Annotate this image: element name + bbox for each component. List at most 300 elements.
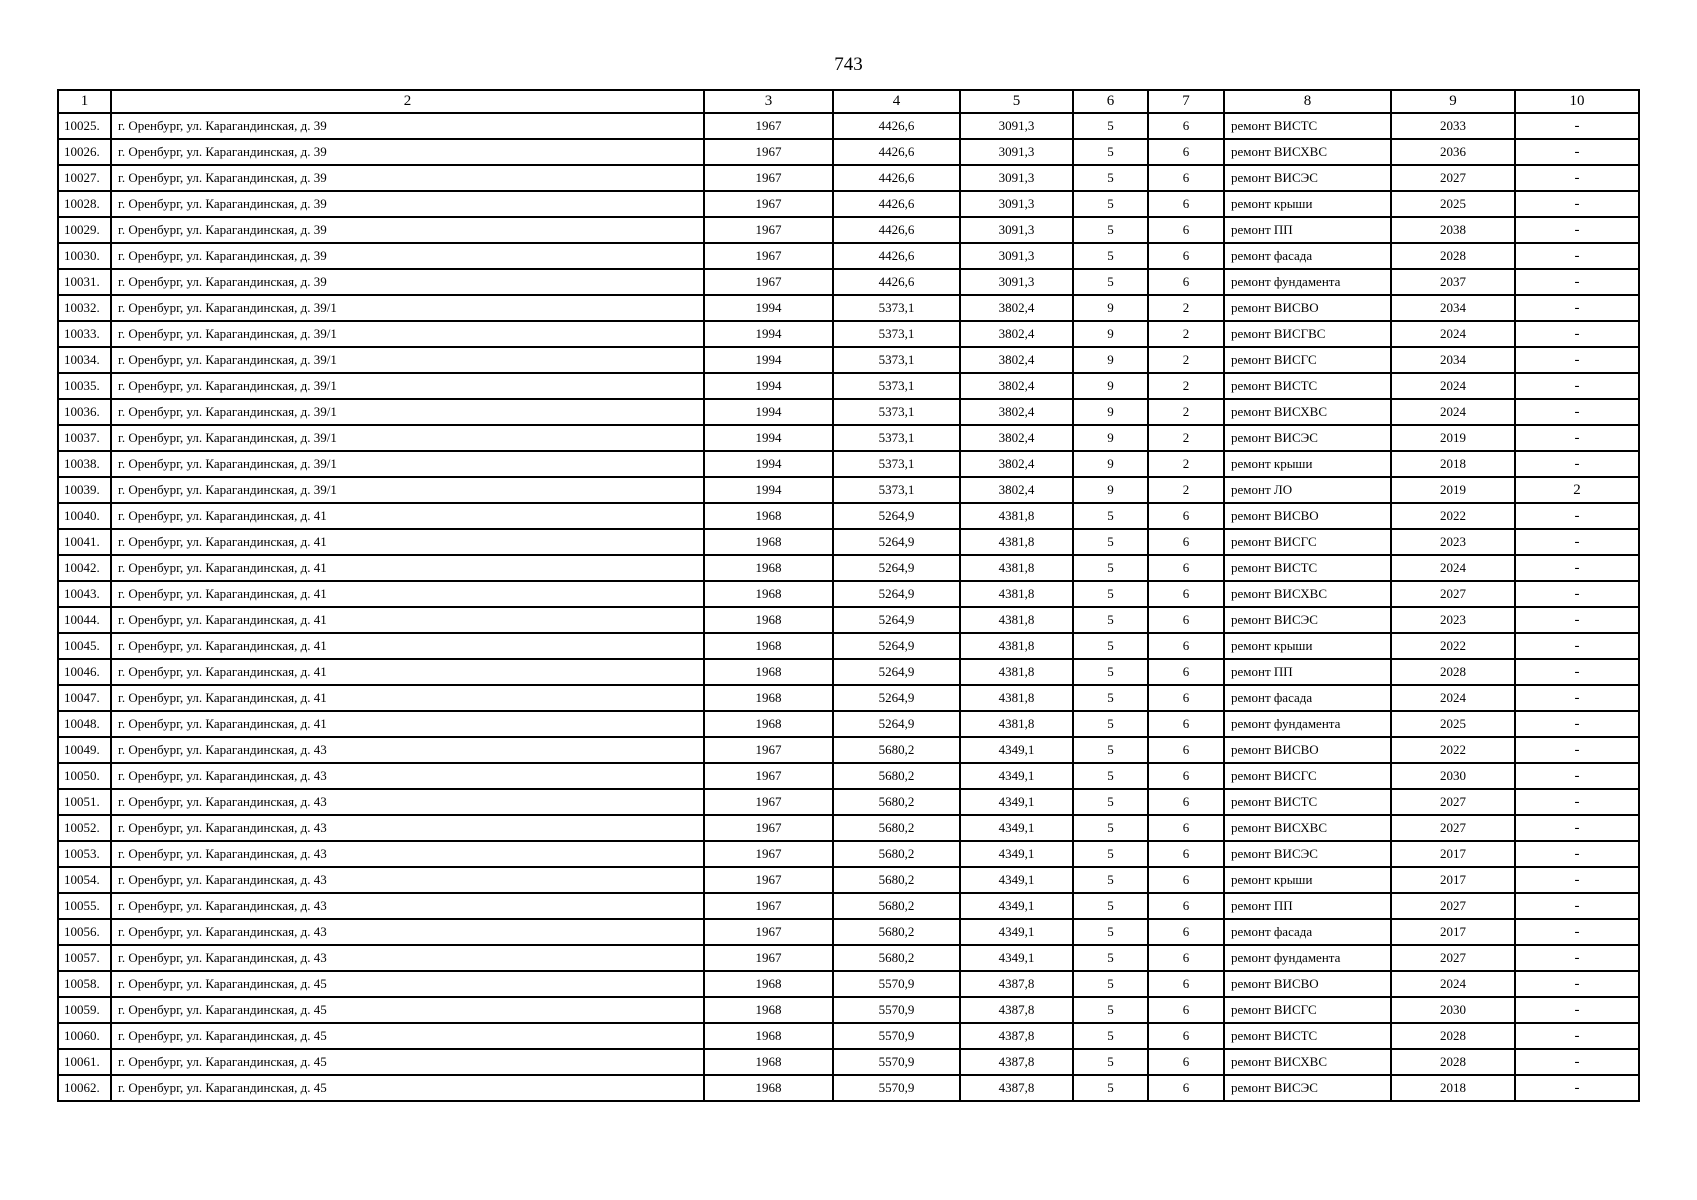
year-cell: 1967 [704,243,833,269]
living-area-cell: 4387,8 [960,1075,1073,1101]
column-header: 1 [58,90,111,113]
column-10-cell: - [1515,685,1639,711]
floors-cell: 5 [1073,113,1148,139]
row-number-cell: 10042. [58,555,111,581]
living-area-cell: 4381,8 [960,555,1073,581]
table-row [58,1049,1639,1075]
table-row [58,269,1639,295]
floors-cell: 9 [1073,321,1148,347]
address-cell: г. Оренбург, ул. Карагандинская, д. 39/1 [111,321,704,347]
total-area-cell: 5264,9 [833,529,960,555]
table-body [58,113,1639,1101]
plan-year-cell: 2024 [1391,399,1515,425]
row-number-cell: 10044. [58,607,111,633]
work-type-cell: ремонт ВИСТС [1224,113,1391,139]
entrances-cell: 6 [1148,659,1224,685]
table-row [58,1023,1639,1049]
column-header: 5 [960,90,1073,113]
total-area-cell: 5373,1 [833,373,960,399]
address-cell: г. Оренбург, ул. Карагандинская, д. 39 [111,217,704,243]
registry-table [57,89,1640,1102]
entrances-cell: 6 [1148,841,1224,867]
work-type-cell: ремонт ВИСЭС [1224,841,1391,867]
entrances-cell: 6 [1148,893,1224,919]
total-area-cell: 4426,6 [833,217,960,243]
floors-cell: 9 [1073,347,1148,373]
work-type-cell: ремонт ВИСТС [1224,555,1391,581]
total-area-cell: 5570,9 [833,1075,960,1101]
living-area-cell: 4381,8 [960,685,1073,711]
plan-year-cell: 2027 [1391,789,1515,815]
table-row [58,737,1639,763]
entrances-cell: 6 [1148,997,1224,1023]
floors-cell: 5 [1073,659,1148,685]
address-cell: г. Оренбург, ул. Карагандинская, д. 45 [111,1075,704,1101]
entrances-cell: 2 [1148,399,1224,425]
column-10-cell: - [1515,555,1639,581]
column-10-cell: - [1515,503,1639,529]
work-type-cell: ремонт фундамента [1224,945,1391,971]
address-cell: г. Оренбург, ул. Карагандинская, д. 41 [111,529,704,555]
row-number-cell: 10048. [58,711,111,737]
entrances-cell: 6 [1148,269,1224,295]
year-cell: 1968 [704,659,833,685]
total-area-cell: 5264,9 [833,607,960,633]
year-cell: 1968 [704,997,833,1023]
entrances-cell: 6 [1148,1075,1224,1101]
floors-cell: 5 [1073,269,1148,295]
entrances-cell: 6 [1148,217,1224,243]
work-type-cell: ремонт фасада [1224,919,1391,945]
address-cell: г. Оренбург, ул. Карагандинская, д. 41 [111,555,704,581]
floors-cell: 5 [1073,191,1148,217]
entrances-cell: 6 [1148,165,1224,191]
column-header: 8 [1224,90,1391,113]
table-row [58,945,1639,971]
entrances-cell: 2 [1148,321,1224,347]
table-row [58,503,1639,529]
plan-year-cell: 2028 [1391,243,1515,269]
plan-year-cell: 2027 [1391,165,1515,191]
row-number-cell: 10046. [58,659,111,685]
floors-cell: 5 [1073,711,1148,737]
row-number-cell: 10056. [58,919,111,945]
row-number-cell: 10026. [58,139,111,165]
floors-cell: 5 [1073,971,1148,997]
floors-cell: 5 [1073,685,1148,711]
year-cell: 1967 [704,867,833,893]
year-cell: 1967 [704,893,833,919]
column-10-cell: 2 [1515,477,1639,503]
plan-year-cell: 2027 [1391,815,1515,841]
column-10-cell: - [1515,607,1639,633]
year-cell: 1968 [704,581,833,607]
year-cell: 1994 [704,425,833,451]
row-number-cell: 10028. [58,191,111,217]
plan-year-cell: 2028 [1391,659,1515,685]
work-type-cell: ремонт фасада [1224,685,1391,711]
address-cell: г. Оренбург, ул. Карагандинская, д. 39/1 [111,347,704,373]
work-type-cell: ремонт ПП [1224,217,1391,243]
total-area-cell: 5373,1 [833,399,960,425]
row-number-cell: 10032. [58,295,111,321]
entrances-cell: 6 [1148,503,1224,529]
work-type-cell: ремонт крыши [1224,451,1391,477]
plan-year-cell: 2027 [1391,893,1515,919]
total-area-cell: 5680,2 [833,945,960,971]
column-10-cell: - [1515,243,1639,269]
living-area-cell: 4381,8 [960,503,1073,529]
row-number-cell: 10030. [58,243,111,269]
year-cell: 1967 [704,841,833,867]
year-cell: 1968 [704,1049,833,1075]
plan-year-cell: 2025 [1391,191,1515,217]
total-area-cell: 5264,9 [833,581,960,607]
living-area-cell: 4349,1 [960,737,1073,763]
row-number-cell: 10033. [58,321,111,347]
table-row [58,295,1639,321]
table-row [58,763,1639,789]
total-area-cell: 5680,2 [833,841,960,867]
plan-year-cell: 2024 [1391,971,1515,997]
row-number-cell: 10061. [58,1049,111,1075]
table-row [58,685,1639,711]
work-type-cell: ремонт ВИСВО [1224,295,1391,321]
row-number-cell: 10058. [58,971,111,997]
total-area-cell: 5680,2 [833,737,960,763]
total-area-cell: 5570,9 [833,1023,960,1049]
plan-year-cell: 2027 [1391,581,1515,607]
living-area-cell: 4349,1 [960,945,1073,971]
row-number-cell: 10062. [58,1075,111,1101]
year-cell: 1968 [704,711,833,737]
table-row [58,919,1639,945]
living-area-cell: 3802,4 [960,321,1073,347]
year-cell: 1968 [704,555,833,581]
entrances-cell: 6 [1148,581,1224,607]
address-cell: г. Оренбург, ул. Карагандинская, д. 41 [111,581,704,607]
table-row [58,373,1639,399]
column-10-cell: - [1515,737,1639,763]
total-area-cell: 5264,9 [833,711,960,737]
living-area-cell: 4349,1 [960,867,1073,893]
page-number: 743 [834,54,863,75]
column-10-cell: - [1515,425,1639,451]
column-10-cell: - [1515,633,1639,659]
living-area-cell: 4387,8 [960,997,1073,1023]
address-cell: г. Оренбург, ул. Карагандинская, д. 39 [111,269,704,295]
row-number-cell: 10025. [58,113,111,139]
year-cell: 1967 [704,269,833,295]
total-area-cell: 4426,6 [833,243,960,269]
row-number-cell: 10041. [58,529,111,555]
living-area-cell: 4387,8 [960,1049,1073,1075]
table-row [58,789,1639,815]
work-type-cell: ремонт фундамента [1224,269,1391,295]
entrances-cell: 6 [1148,607,1224,633]
column-10-cell: - [1515,763,1639,789]
work-type-cell: ремонт ВИСГС [1224,529,1391,555]
address-cell: г. Оренбург, ул. Карагандинская, д. 41 [111,503,704,529]
total-area-cell: 5570,9 [833,997,960,1023]
column-10-cell: - [1515,113,1639,139]
floors-cell: 5 [1073,893,1148,919]
table-row [58,659,1639,685]
living-area-cell: 4349,1 [960,763,1073,789]
total-area-cell: 5264,9 [833,555,960,581]
total-area-cell: 5680,2 [833,919,960,945]
row-number-cell: 10057. [58,945,111,971]
floors-cell: 5 [1073,789,1148,815]
address-cell: г. Оренбург, ул. Карагандинская, д. 39/1 [111,373,704,399]
column-10-cell: - [1515,711,1639,737]
living-area-cell: 3802,4 [960,425,1073,451]
floors-cell: 5 [1073,737,1148,763]
address-cell: г. Оренбург, ул. Карагандинская, д. 39/1 [111,425,704,451]
table-row [58,971,1639,997]
plan-year-cell: 2030 [1391,997,1515,1023]
entrances-cell: 6 [1148,685,1224,711]
total-area-cell: 5373,1 [833,295,960,321]
plan-year-cell: 2025 [1391,711,1515,737]
row-number-cell: 10037. [58,425,111,451]
address-cell: г. Оренбург, ул. Карагандинская, д. 43 [111,789,704,815]
entrances-cell: 6 [1148,711,1224,737]
living-area-cell: 3091,3 [960,191,1073,217]
entrances-cell: 6 [1148,633,1224,659]
floors-cell: 5 [1073,1075,1148,1101]
table-row [58,477,1639,503]
plan-year-cell: 2024 [1391,685,1515,711]
address-cell: г. Оренбург, ул. Карагандинская, д. 39 [111,243,704,269]
entrances-cell: 6 [1148,971,1224,997]
table-row [58,451,1639,477]
column-10-cell: - [1515,1075,1639,1101]
floors-cell: 5 [1073,867,1148,893]
work-type-cell: ремонт ЛО [1224,477,1391,503]
plan-year-cell: 2028 [1391,1049,1515,1075]
work-type-cell: ремонт крыши [1224,867,1391,893]
column-10-cell: - [1515,893,1639,919]
plan-year-cell: 2024 [1391,373,1515,399]
year-cell: 1967 [704,815,833,841]
entrances-cell: 6 [1148,945,1224,971]
address-cell: г. Оренбург, ул. Карагандинская, д. 41 [111,633,704,659]
entrances-cell: 6 [1148,113,1224,139]
address-cell: г. Оренбург, ул. Карагандинская, д. 41 [111,685,704,711]
row-number-cell: 10031. [58,269,111,295]
plan-year-cell: 2022 [1391,633,1515,659]
year-cell: 1968 [704,1075,833,1101]
floors-cell: 5 [1073,217,1148,243]
address-cell: г. Оренбург, ул. Карагандинская, д. 45 [111,1023,704,1049]
plan-year-cell: 2022 [1391,503,1515,529]
floors-cell: 5 [1073,139,1148,165]
column-header: 7 [1148,90,1224,113]
living-area-cell: 4349,1 [960,841,1073,867]
living-area-cell: 4381,8 [960,607,1073,633]
address-cell: г. Оренбург, ул. Карагандинская, д. 39 [111,191,704,217]
column-10-cell: - [1515,399,1639,425]
living-area-cell: 4381,8 [960,711,1073,737]
address-cell: г. Оренбург, ул. Карагандинская, д. 43 [111,945,704,971]
row-number-cell: 10047. [58,685,111,711]
living-area-cell: 3802,4 [960,373,1073,399]
address-cell: г. Оренбург, ул. Карагандинская, д. 39/1 [111,451,704,477]
floors-cell: 5 [1073,919,1148,945]
column-10-cell: - [1515,165,1639,191]
total-area-cell: 5680,2 [833,867,960,893]
total-area-cell: 5373,1 [833,321,960,347]
floors-cell: 9 [1073,451,1148,477]
living-area-cell: 3091,3 [960,139,1073,165]
year-cell: 1967 [704,945,833,971]
work-type-cell: ремонт ВИСЭС [1224,165,1391,191]
entrances-cell: 6 [1148,763,1224,789]
work-type-cell: ремонт ВИСХВС [1224,139,1391,165]
column-header: 6 [1073,90,1148,113]
plan-year-cell: 2036 [1391,139,1515,165]
address-cell: г. Оренбург, ул. Карагандинская, д. 43 [111,893,704,919]
address-cell: г. Оренбург, ул. Карагандинская, д. 39/1 [111,477,704,503]
row-number-cell: 10039. [58,477,111,503]
living-area-cell: 4349,1 [960,815,1073,841]
total-area-cell: 4426,6 [833,269,960,295]
work-type-cell: ремонт ВИСТС [1224,373,1391,399]
work-type-cell: ремонт ВИСВО [1224,737,1391,763]
floors-cell: 5 [1073,1049,1148,1075]
plan-year-cell: 2022 [1391,737,1515,763]
year-cell: 1994 [704,399,833,425]
work-type-cell: ремонт ВИСВО [1224,971,1391,997]
floors-cell: 5 [1073,945,1148,971]
plan-year-cell: 2024 [1391,555,1515,581]
table-row [58,711,1639,737]
table-row [58,841,1639,867]
entrances-cell: 6 [1148,243,1224,269]
row-number-cell: 10027. [58,165,111,191]
year-cell: 1968 [704,971,833,997]
total-area-cell: 5680,2 [833,893,960,919]
column-10-cell: - [1515,815,1639,841]
plan-year-cell: 2017 [1391,919,1515,945]
total-area-cell: 5570,9 [833,971,960,997]
table-row [58,217,1639,243]
table-row [58,607,1639,633]
table-row [58,867,1639,893]
column-header: 3 [704,90,833,113]
plan-year-cell: 2023 [1391,607,1515,633]
row-number-cell: 10052. [58,815,111,841]
address-cell: г. Оренбург, ул. Карагандинская, д. 43 [111,737,704,763]
plan-year-cell: 2034 [1391,347,1515,373]
total-area-cell: 5264,9 [833,503,960,529]
plan-year-cell: 2033 [1391,113,1515,139]
floors-cell: 5 [1073,581,1148,607]
address-cell: г. Оренбург, ул. Карагандинская, д. 41 [111,607,704,633]
column-10-cell: - [1515,295,1639,321]
row-number-cell: 10040. [58,503,111,529]
entrances-cell: 6 [1148,529,1224,555]
floors-cell: 5 [1073,555,1148,581]
plan-year-cell: 2027 [1391,945,1515,971]
table-row [58,165,1639,191]
floors-cell: 5 [1073,607,1148,633]
address-cell: г. Оренбург, ул. Карагандинская, д. 43 [111,763,704,789]
total-area-cell: 4426,6 [833,165,960,191]
plan-year-cell: 2038 [1391,217,1515,243]
work-type-cell: ремонт ВИСГВС [1224,321,1391,347]
address-cell: г. Оренбург, ул. Карагандинская, д. 41 [111,659,704,685]
row-number-cell: 10029. [58,217,111,243]
living-area-cell: 4349,1 [960,789,1073,815]
plan-year-cell: 2017 [1391,841,1515,867]
address-cell: г. Оренбург, ул. Карагандинская, д. 41 [111,711,704,737]
address-cell: г. Оренбург, ул. Карагандинская, д. 43 [111,919,704,945]
entrances-cell: 2 [1148,295,1224,321]
floors-cell: 5 [1073,633,1148,659]
total-area-cell: 5680,2 [833,763,960,789]
row-number-cell: 10050. [58,763,111,789]
entrances-cell: 6 [1148,139,1224,165]
table-row [58,399,1639,425]
living-area-cell: 3802,4 [960,399,1073,425]
year-cell: 1967 [704,139,833,165]
work-type-cell: ремонт ВИСГС [1224,347,1391,373]
table-row [58,555,1639,581]
row-number-cell: 10060. [58,1023,111,1049]
row-number-cell: 10051. [58,789,111,815]
address-cell: г. Оренбург, ул. Карагандинская, д. 43 [111,841,704,867]
year-cell: 1968 [704,1023,833,1049]
year-cell: 1994 [704,347,833,373]
work-type-cell: ремонт ВИСЭС [1224,1075,1391,1101]
year-cell: 1968 [704,685,833,711]
column-header: 10 [1515,90,1639,113]
work-type-cell: ремонт ВИСВО [1224,503,1391,529]
floors-cell: 5 [1073,841,1148,867]
table-row [58,529,1639,555]
table-row [58,815,1639,841]
plan-year-cell: 2018 [1391,1075,1515,1101]
row-number-cell: 10038. [58,451,111,477]
header-row [58,90,1639,113]
work-type-cell: ремонт ВИСЭС [1224,425,1391,451]
plan-year-cell: 2019 [1391,477,1515,503]
entrances-cell: 6 [1148,1023,1224,1049]
column-10-cell: - [1515,841,1639,867]
entrances-cell: 6 [1148,555,1224,581]
entrances-cell: 6 [1148,737,1224,763]
living-area-cell: 4387,8 [960,1023,1073,1049]
work-type-cell: ремонт ВИСГС [1224,763,1391,789]
column-header: 4 [833,90,960,113]
address-cell: г. Оренбург, ул. Карагандинская, д. 45 [111,971,704,997]
row-number-cell: 10054. [58,867,111,893]
address-cell: г. Оренбург, ул. Карагандинская, д. 43 [111,815,704,841]
work-type-cell: ремонт ПП [1224,893,1391,919]
plan-year-cell: 2017 [1391,867,1515,893]
living-area-cell: 4387,8 [960,971,1073,997]
living-area-cell: 3091,3 [960,243,1073,269]
table-row [58,997,1639,1023]
floors-cell: 9 [1073,295,1148,321]
living-area-cell: 3091,3 [960,113,1073,139]
work-type-cell: ремонт ПП [1224,659,1391,685]
floors-cell: 5 [1073,997,1148,1023]
column-header: 9 [1391,90,1515,113]
total-area-cell: 4426,6 [833,191,960,217]
